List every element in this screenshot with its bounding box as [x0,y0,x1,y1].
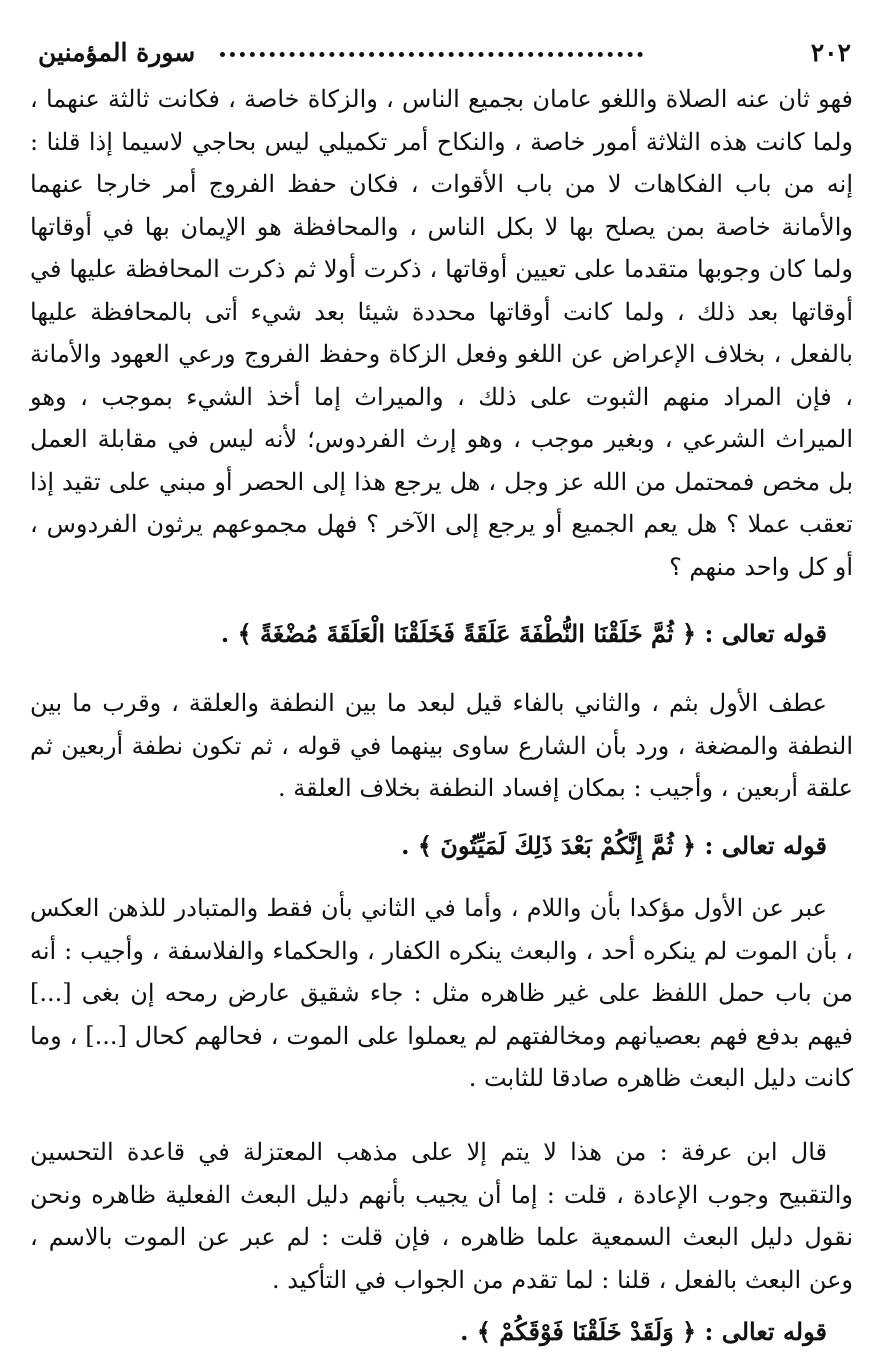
verse-3-text: ﴿ وَلَقَدْ خَلَقْنَا فَوْقَكُمْ ﴾ . [460,1317,697,1346]
verse-3 [4,1311,853,1353]
verse-2 [4,825,853,867]
verse-2-text: ﴿ ثُمَّ إِنَّكُمْ بَعْدَ ذَلِكَ لَمَيِّتُونَ ﴾ . [401,831,697,860]
verse-1 [4,613,853,655]
paragraph-2: عطف الأول بثم ، والثاني بالفاء قيل لبعد ما بين النطفة والعلقة ، وقرب ما بين النطفة والمضغة ، ورد بأن الشارع ساوى بينهما في قوله ، ثم تكون نطفة أربعين ثم علقة أربعين ، وأجيب : بمكان إفساد النطفة بخلاف العلقة . [30,689,853,802]
verse-2-label: قوله تعالى : [704,831,827,860]
header-dotted-leader [220,52,643,57]
verse-1-text: ﴿ ثُمَّ خَلَقْنَا النُّطْفَةَ عَلَقَةً فَخَلَقْنَا الْعَلَقَةَ مُضْغَةً ﴾ . [220,619,697,648]
verse-1-label: قوله تعالى : [704,619,827,648]
page-header [30,30,853,76]
paragraph-3: عبر عن الأول مؤكدا بأن واللام ، وأما في الثاني بأن فقط والمتبادر للذهن العكس ، بأن الموت لم ينكره أحد ، والبعث ينكره الكفار ، والحكماء والفلاسفة ، وأجيب : أنه من باب حمل اللفظ على غير ظاهره مثل : جاء شقيق عارض رمحه إن بغى [...] فيهم بدفع فهم بعصيانهم ومخالفتهم لم يعملوا على الموت ، فحالهم كحال [...] ، وما كانت دليل البعث ظاهره صادقا للثابت . [30,894,853,1092]
verse-3-label: قوله تعالى : [704,1317,827,1346]
paragraph-1: فهو ثان عنه الصلاة واللغو عامان بجميع الناس ، والزكاة خاصة ، فكانت ثالثة عنهما ، ولما كانت هذه الثلاثة أمور خاصة ، والنكاح أمر تكميلي ليس بحاجي لاسيما إذا قلنا : إنه من باب الفكاهات لا من باب الأقوات ، فكان حفظ الفروج أمر خارجا عنهما والأمانة خاصة بمن يصلح بها لا بكل الناس ، والمحافظة هو الإيمان بها في أوقاتها ولما كان وجوبها متقدما على تعيين أوقاتها ، ذكرت أولا ثم ذكرت المحافظة عليها في أوقاتها بعد ذلك ، ولما كانت أوقاتها محددة شيئا بعد شيء أتى بالمحافظة عليها بالفعل ، بخلاف الإعراض عن اللغو وفعل الزكاة وحفظ الفروج ورعي العهود والأمانة ، فإن المراد منهم الثبوت على ذلك ، والميراث إما أخذ الشيء بموجب ، وهو الميراث الشرعي ، وبغير موجب ، وهو إرث الفردوس؛ لأنه ليس في مقابلة العمل بل مخص فمحتمل من الله عز وجل ، هل يرجع هذا إلى الحصر أو مبني على تقيد إذا تعقب عملا ؟ هل يعم الجميع أو يرجع إلى الآخر ؟ فهل مجموعهم يرثون الفردوس ، أو كل واحد منهم ؟ [30,85,853,581]
paragraph-4: قال ابن عرفة : من هذا لا يتم إلا على مذهب المعتزلة في قاعدة التحسين والتقبيح وجوب الإعادة ، قلت : إما أن يجيب بأنهم دليل البعث الفعلية ظاهره ونحن نقول دليل البعث السمعية علما ظاهره ، فإن قلت : لم عبر عن الموت بالاسم ، وعن البعث بالفعل ، قلنا : لما تقدم من الجواب في التأكيد . [30,1138,853,1294]
running-title: سورة المؤمنين [38,38,196,67]
page-number: ٢٠٢ [810,38,851,67]
document-page [30,30,853,1346]
